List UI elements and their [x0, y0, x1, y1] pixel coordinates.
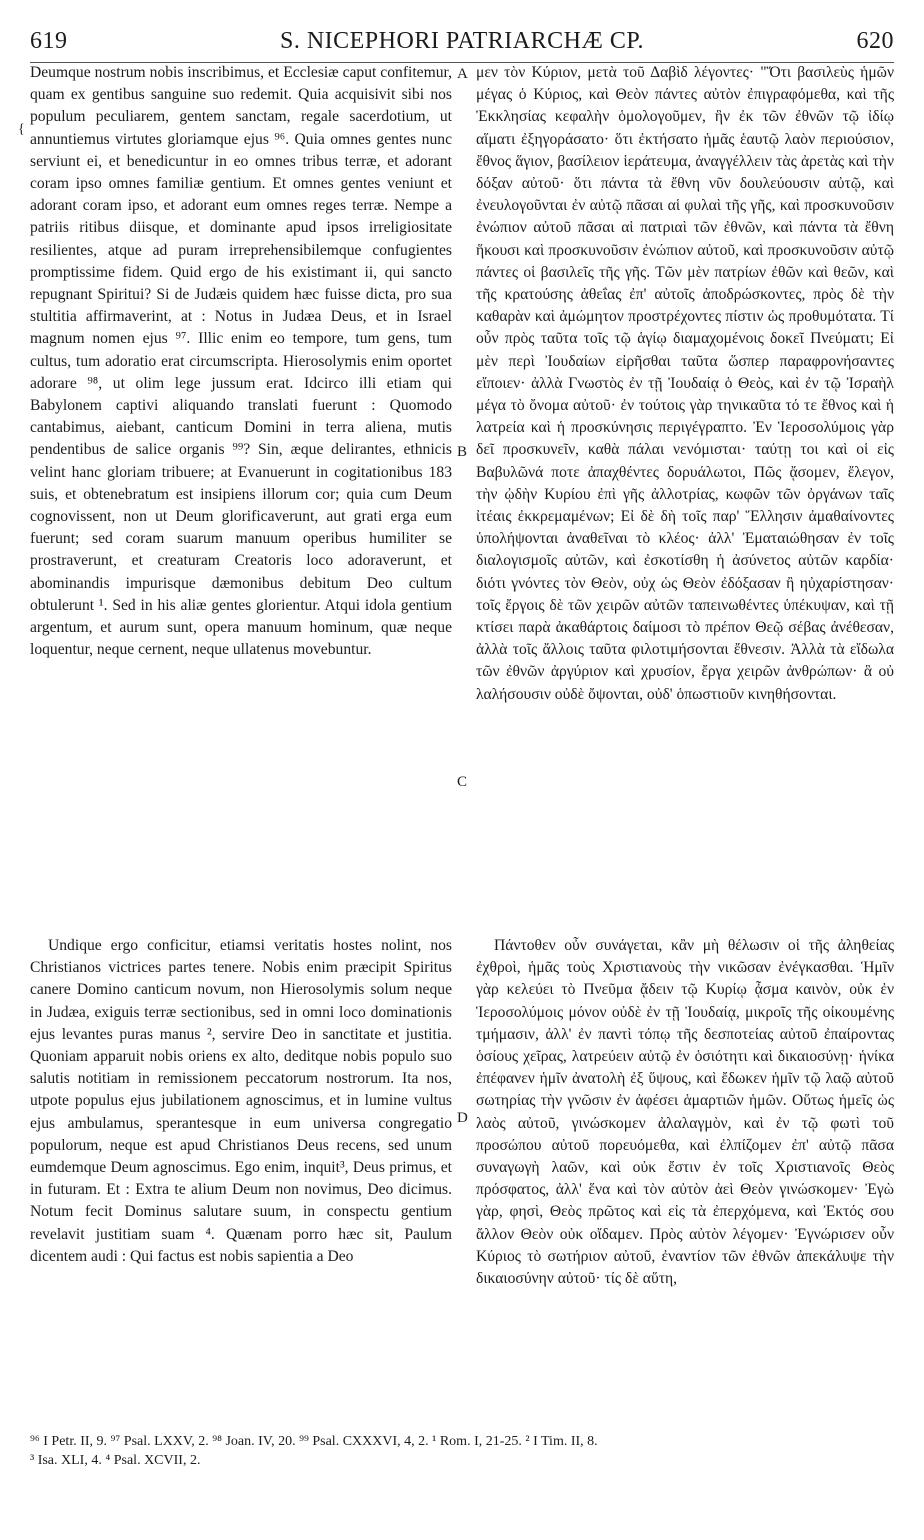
page-number-left: 619: [30, 28, 68, 54]
latin-column-top: [30, 62, 452, 661]
running-title: S. NICEPHORI PATRIARCHÆ CP.: [279, 28, 645, 54]
greek-paragraph-1: μεν τὸν Κύριον, μετὰ τοῦ Δαβὶδ λέγοντες· "Ὅτι βασιλεὺς ἡμῶν μέγας ὁ Κύριος, καὶ Θεὸν πάντες αὐτὸν ἐπιγραφόμεθα, καὶ τῆς Ἐκκλησίας κεφαλὴν ὁμολογοῦμεν, ἣν ἐκ τῶν ἐθνῶν τῷ ἰδίῳ αἵματι ἐξηγοράσατο· ὅτι ἐκτήσατο ἡμᾶς ἑαυτῷ λαὸν περιούσιον, ἔθνος ἅγιον, βασίλειον ἱεράτευμα, ἀναγγέλλειν τὰς ἀρετὰς καὶ τὴν δόξαν αὐτοῦ· ὅτι πάντα τὰ ἔθνη νῦν δουλεύουσιν αὐτῷ, καὶ ἐνευλογοῦνται ἐν αὐτῷ πᾶσαι αἱ φυλαὶ τῆς γῆς, καὶ προσκυνοῦσιν ἐνώπιον αὐτοῦ πᾶσαι αἱ πατριαὶ τῶν ἐθνῶν, καὶ πάντα τὰ ἔθνη ἥκουσι καὶ προσκυνοῦσιν ἐνώπιον αὐτοῦ, καὶ προσκυνοῦσιν αὐτῷ πάντες οἱ βασιλεῖς τῆς γῆς. Τῶν μὲν πατρίων ἐθῶν καὶ θεῶν, καὶ τῆς κρατούσης ἀθεΐας ἐπ' αὐτοῖς ἀποδρώσκοντες, πρὸς δὲ τὴν καθαρὰν καὶ ἀμώμητον προστρέχοντες πίστιν ὡς προθυμότατα. Τί οὖν πρὸς ταῦτα τοῖς τῷ ἁγίῳ διαμαχομένοις δοκεῖ Πνεύματι; Εἰ μὲν περὶ Ἰουδαίων εἰρῆσθαι ταῦτα ὥσπερ παραφρονήσαντες εἴποιεν· ἀλλὰ Γνωστὸς ἐν τῇ Ἰουδαίᾳ ὁ Θεὸς, καὶ ἐν τῷ Ἰσραὴλ μέγα τὸ ὄνομα αὐτοῦ· ἐν τούτοις γὰρ τηνικαῦτα τό τε ἔθνος καὶ ἡ λατρεία καὶ ἡ προσκύνησις περιγέγραπτο. Ἐν Ἱεροσολύμοις γὰρ δεῖ προσκυνεῖν, καθὰ πάλαι νενόμισται· ταύτῃ τοι καὶ οἱ εἰς Βαβυλῶνά ποτε ἀπαχθέντες δορυάλωτοι, Πῶς ᾄσομεν, ἔλεγον, τὴν ᾠδὴν Κυρίου ἐπὶ γῆς ἀλλοτρίας, κωφῶν τῶν ὀργάνων ταῖς ἰτέαις ἐκκρεμαμένων; Εἰ δὲ δὴ τοῖς παρ' Ἕλλησιν ἀμαθαίνοντες ὑπολήψονται ἀναθεῖναι τὸ κλέος· ἀλλ' Ἐματαιώθησαν ἐν τοῖς διαλογισμοῖς αὐτῶν, καὶ ἐσκοτίσθη ἡ ἀσύνετος αὐτῶν καρδία· διότι γνόντες τὸν Θεὸν, οὐχ ὡς Θεὸν ἐδόξασαν ἢ ηὐχαρίστησαν· τοῖς ἔργοις δὲ τῶν χειρῶν αὐτῶν ταπεινωθέντες ὑπέκυψαν, καὶ τῇ κτίσει παρὰ ἀκαθάρτοις δαίμοσι τὸ πρέπον Θεῷ σέβας ἀνέθεσαν, ἀλλὰ τοῖς ἄλλοις ταῦτα φιλοτιμήσονται ἔθνεσιν. Ἀλλὰ τὰ εἴδωλα τῶν ἐθνῶν ἀργύριον καὶ χρυσίον, ἔργα χειρῶν ἀνθρώπων· ἃ οὐ λαλήσουσιν οὐδὲ ὄψονται, οὐδ' ὁπωστιοῦν κινηθήσονται.: [476, 64, 894, 703]
section-marker-d: D: [457, 1110, 468, 1126]
greek-paragraph-2: Πάντοθεν οὖν συνάγεται, κἂν μὴ θέλωσιν οἱ τῆς ἀληθείας ἐχθροὶ, ἡμᾶς τοὺς Χριστιανοὺς τὴν νικῶσαν ἐνέγκασθαι. Ἡμῖν γὰρ κελεύει τὸ Πνεῦμα ᾄδειν τῷ Κυρίῳ ᾆσμα καινὸν, οὐκ ἐν Ἱεροσολύμοις μόνον οὐδὲ ἐν τῇ Ἰουδαίᾳ, μικροῖς τῆς οἰκουμένης τμήμασιν, ἀλλ' ἐν παντὶ τόπῳ τῆς δεσποτείας αὐτοῦ ἐπαίροντας ὁσίους χεῖρας, λατρεύειν αὐτῷ ἐν ὁσιότητι καὶ δικαιοσύνῃ· ἡνίκα ἐπέφανεν ἡμῖν ἀνατολὴ ἐξ ὕψους, καὶ ἔδωκεν ἡμῖν τῷ λαῷ αὐτοῦ σωτηρίας τὴν γνῶσιν ἐν ἀφέσει ἁμαρτιῶν ἡμῶν. Οὕτως ἡμεῖς ὡς λαὸς αὐτοῦ, γινώσκομεν ἀλαλαγμὸν, καὶ ἐν τῷ φωτὶ τοῦ προσώπου αὐτοῦ πορευόμεθα, καὶ ἐλπίζομεν ἐπ' αὐτῷ πᾶσα συναγωγὴ λαῶν, καὶ οὐκ ἔστιν ἐν τοῖς Χριστιανοῖς Θεὸς πρόσφατος, ἀλλ' ἕνα καὶ τὸν αὐτὸν ἀεὶ Θεὸν γινώσκομεν· Ἐγὼ γὰρ, φησὶ, Θεὸς πρῶτος καὶ εἰς τὰ ἐπερχόμενα, καὶ Ἐκτός σου ἄλλον Θεὸν οὐκ οἴδαμεν. Πρὸς αὐτὸν λέγομεν· Ἐγνώρισεν οὖν Κύριος τὸ σωτήριον αὐτοῦ, ἐναντίον τῶν ἐθνῶν ἀπεκάλυψε τὴν δικαιοσύνην αὐτοῦ· τίς δὲ αὕτη,: [476, 937, 894, 1288]
page-header: [30, 28, 894, 62]
section-marker-c: C: [457, 774, 468, 790]
latin-paragraph-2: Undique ergo conficitur, etiamsi veritatis hostes nolint, nos Christianos victrices partes tenere. Nobis enim præcipit Spiritus canere Domino canticum novum, non Hierosolymis solum neque in Judæa, exiguis terræ sectionibus, sed in omni loco dominationis ejus levantes puras manus ², servire Deo in sanctitate et justitia. Quoniam apparuit nobis oriens ex alto, deditque nobis populo suo salutis notitiam in remissionem peccatorum nostrorum. Ita nos, utpote populus ejus jubilationem agnoscimus, et in lumine vultus ejus ambulamus, sperantesque in eum universa congregatio populorum, neque est apud Christianos Deus recens, sed unum eumdemque Deum agnoscimus. Ego enim, inquit³, Deus primus, et in futuram. Et : Extra te alium Deum non novimus, Deo dicimus. Notum fecit Dominus salutare suum, in conspectu gentium revelavit justitiam suam ⁴. Quænam porro hæc sit, Paulum dicentem audi : Qui factus est nobis sapientia a Deo: [30, 937, 452, 1265]
footnote-line-2: ³ Isa. XLI, 4. ⁴ Psal. XCVII, 2.: [30, 1453, 201, 1468]
section-marker-b: B: [457, 444, 468, 460]
page-number-right: 620: [856, 28, 894, 54]
greek-column-bottom: [476, 935, 894, 1290]
footnote-line-1: ⁹⁶ I Petr. II, 9. ⁹⁷ Psal. LXXV, 2. ⁹⁸ Joan. IV, 20. ⁹⁹ Psal. CXXXVI, 4, 2. ¹ Rom. I, 21-25. ² I Tim. II, 8.: [30, 1434, 598, 1449]
section-marker-a: A: [457, 66, 468, 82]
footnotes: [30, 1432, 894, 1470]
latin-paragraph-1: Deumque nostrum nobis inscribimus, et Ecclesiæ caput confitemur, quam ex gentibus sanguine suo redemit. Quia acquisivit sibi nos populum peculiarem, gentem sanctam, regale sacerdotium, ut annuntiemus virtutes gloriamque ejus ⁹⁶. Quia omnes gentes nunc serviunt ei, et benedicuntur in eo omnes tribus terræ, et adorant coram ipso omnes familiæ gentium. Et omnes gentes veniunt et adorant coram ipso, et adorant eum omnes reges terræ. Nempe a patriis ritibus diisque, et dominante apud ipsos irreligiositate resilientes, atque ad puram irreprehensibilemque confugientes promptissime fidem. Quid ergo de his existimant ii, qui sancto repugnant Spiritui? Si de Judæis quidem hæc fuisse dicta, pro sua stultitia affirmaverint, at : Notus in Judæa Deus, et in Israel magnum nomen ejus ⁹⁷. Illic enim eo tempore, tum gens, tum cultus, tum adoratio erat circumscripta. Hierosolymis enim oportet adorare ⁹⁸, ut olim lege jussum erat. Idcirco illi etiam qui Babylonem captivi aliquando translati fuerunt : Quomodo cantabimus, aiebant, canticum Domini in terra aliena, mutis pendentibus de salice organis ⁹⁹? Sin, æque delirantes, ethnicis velint hanc gloriam tribuere; at Evanuerunt in cogitationibus 183 suis, et obtenebratum est insipiens illorum cor; quia cum Deum cognovissent, non ut Deum glorificaverunt, aut grati erga eum fuerunt; sed coram suarum manuum operibus humiliter se prostraverunt, et creaturam Creatoris loco adoraverunt, et abominandis impurisque dæmonibus debitum Deo cultum obtulerunt ¹. Sed in his aliæ gentes glorientur. Atqui idola gentium argentum, et aurum sunt, opera manuum hominum, quæ neque loquentur, neque cernent, neque ullatenus movebuntur.: [30, 64, 452, 659]
greek-column-top: [476, 62, 894, 706]
margin-mark: {: [18, 122, 25, 137]
latin-column-bottom: [30, 935, 452, 1268]
